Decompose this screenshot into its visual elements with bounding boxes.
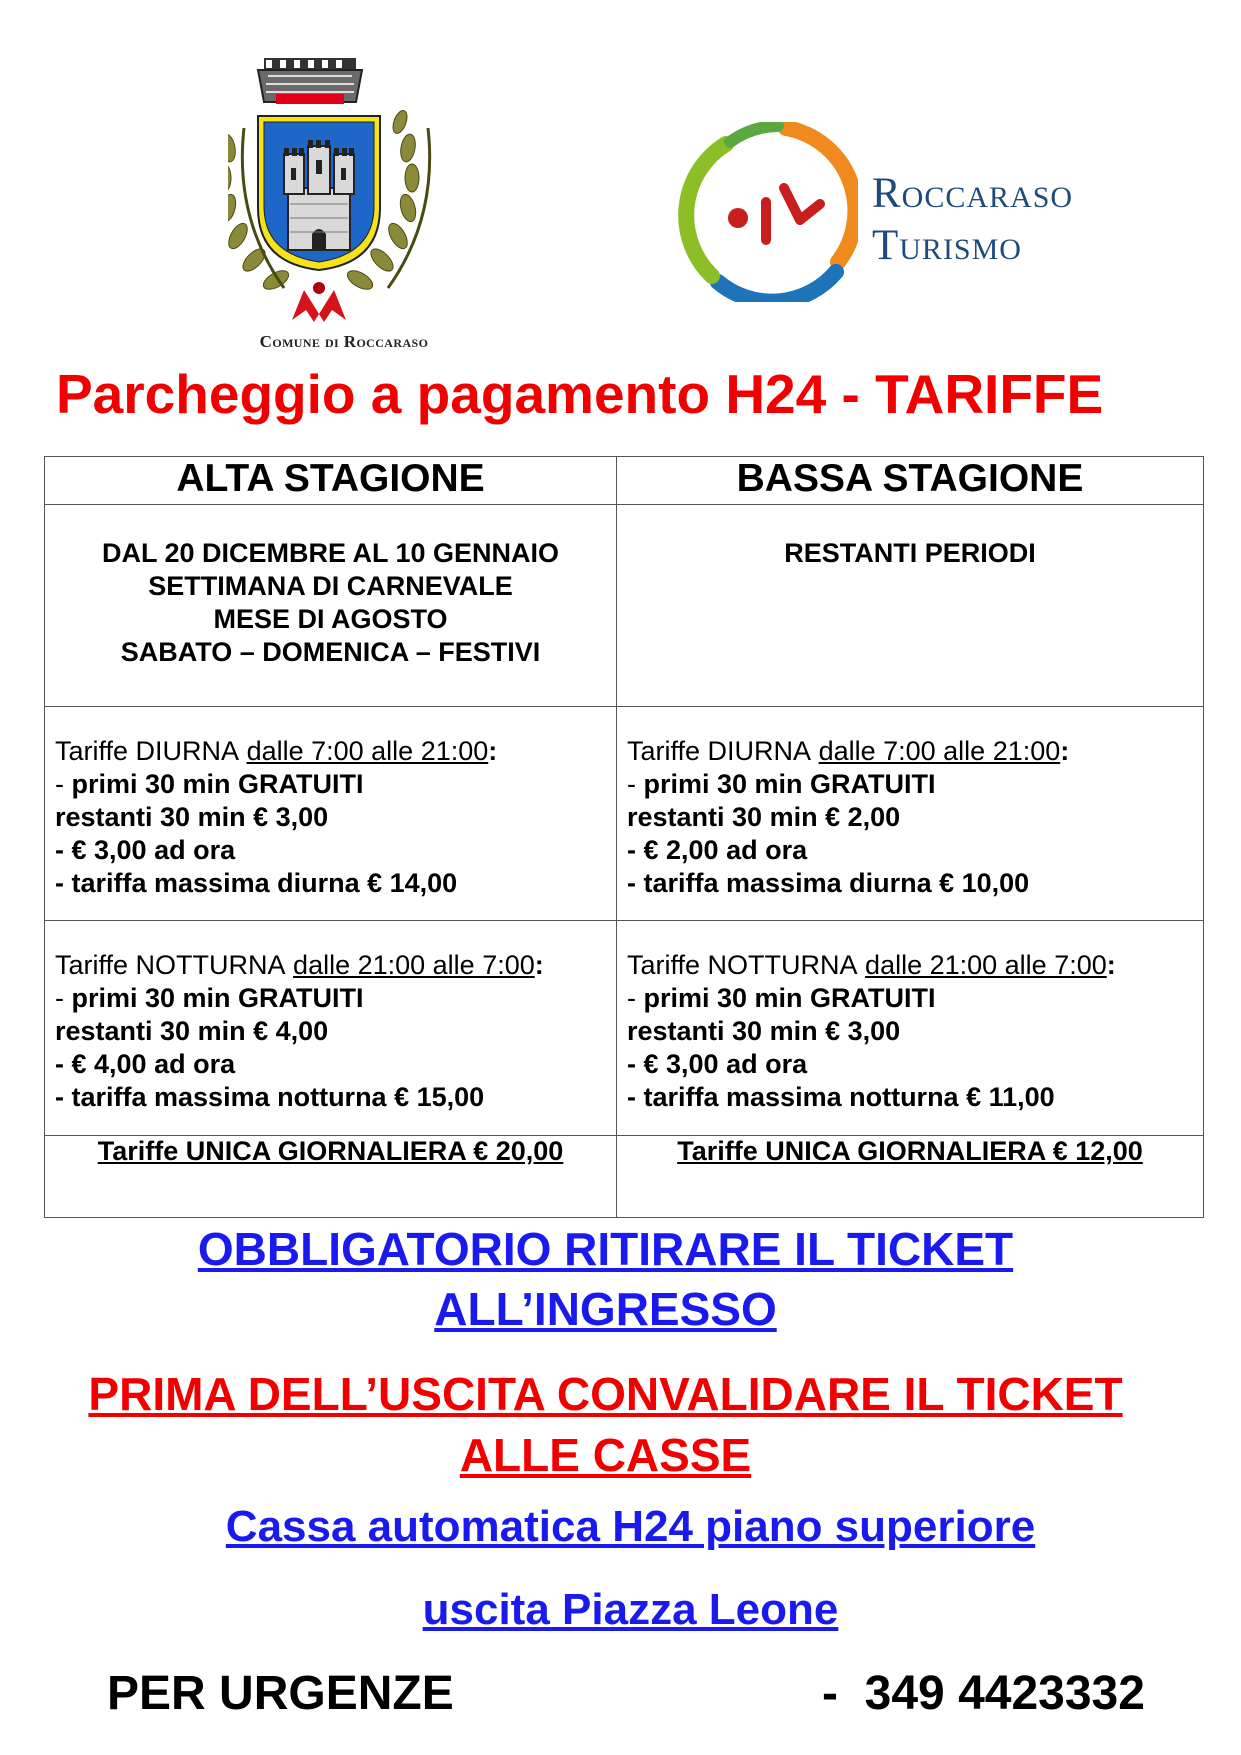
low-season-night-rates: Tariffe NOTTURNA dalle 21:00 alle 7:00: - primi 30 min GRATUITI restanti 30 min € 3,00 - € 3,00 ad ora - tariffa massima notturna € 11,00 [617,921,1204,1136]
high-season-periods [45,505,617,707]
rate-line: tariffa massima diurna € 10,00 [643,868,1030,898]
tariff-table [44,456,1204,1218]
municipality-caption: Comune di Roccaraso [259,332,429,351]
period-line: RESTANTI PERIODI [784,538,1036,568]
rate-line: restanti 30 min € 2,00 [627,802,901,832]
rate-heading: Tariffe DIURNA dalle 7:00 alle 21:00: [627,736,1070,766]
page-title: Parcheggio a pagamento H24 - TARIFFE [56,363,1104,425]
high-season-night-rates: Tariffe NOTTURNA dalle 21:00 alle 7:00: - primi 30 min GRATUITI restanti 30 min € 4,00 - € 4,00 ad ora - tariffa massima notturna € 15,00 [45,921,617,1136]
rate-label: Tariffe NOTTURNA [55,950,286,980]
emergency-phone: - 349 4423332 [822,1667,1145,1720]
period-line: DAL 20 DICEMBRE AL 10 GENNAIO [101,538,560,568]
exit-notice: uscita Piazza Leone [422,1585,839,1634]
rate-label: Tariffe DIURNA [55,736,240,766]
rate-label: Tariffe NOTTURNA [627,950,858,980]
ticket-notice-line2: ALL’INGRESSO [434,1283,777,1335]
rate-line: primi 30 min GRATUITI [71,983,364,1013]
emergency-label: PER URGENZE [107,1667,454,1720]
season-header-row [45,457,1204,505]
high-season-header: ALTA STAGIONE [45,457,617,505]
rate-hours: dalle 21:00 alle 7:00 [293,950,535,980]
low-season-periods [617,505,1204,707]
tourism-name-line2: Turismo [872,222,1022,269]
tourism-name [872,168,1073,272]
rate-line: € 3,00 ad ora [71,835,236,865]
low-season-day-rates: Tariffe DIURNA dalle 7:00 alle 21:00: - primi 30 min GRATUITI restanti 30 min € 2,00 - € 2,00 ad ora - tariffa massima diurna € 10,00 [617,707,1204,921]
roccaraso-turismo-mark-icon [678,122,858,302]
high-season-daily-rate: Tariffe UNICA GIORNALIERA € 20,00 [45,1136,617,1218]
rate-line: restanti 30 min € 3,00 [627,1016,901,1046]
municipal-crest-icon [228,58,460,328]
tourism-name-line1: Roccaraso [872,170,1074,217]
rate-hours: dalle 7:00 alle 21:00 [246,736,489,766]
high-season-day-rates: Tariffe DIURNA dalle 7:00 alle 21:00: - primi 30 min GRATUITI restanti 30 min € 3,00 - € 3,00 ad ora - tariffa massima diurna € 14,00 [45,707,617,921]
rate-line: restanti 30 min € 3,00 [55,802,329,832]
rate-line: € 3,00 ad ora [643,1049,808,1079]
validate-notice-line2: ALLE CASSE [459,1429,752,1481]
period-line: SABATO – DOMENICA – FESTIVI [120,637,541,667]
rate-line: primi 30 min GRATUITI [643,983,936,1013]
rate-label: Tariffe DIURNA [627,736,812,766]
cashier-notice: Cassa automatica H24 piano superiore [225,1502,1036,1551]
rate-hours: dalle 21:00 alle 7:00 [865,950,1107,980]
rate-heading: Tariffe NOTTURNA dalle 21:00 alle 7:00: [627,950,1116,980]
rate-line: tariffa massima diurna € 14,00 [71,868,458,898]
rate-heading: Tariffe DIURNA dalle 7:00 alle 21:00: [55,736,498,766]
low-season-header: BASSA STAGIONE [617,457,1204,505]
municipal-crest [228,58,460,328]
periods-row [45,505,1204,707]
rate-line: primi 30 min GRATUITI [71,769,364,799]
night-rates-row [45,921,1204,1136]
day-rates-row [45,707,1204,921]
rate-line: € 2,00 ad ora [643,835,808,865]
rate-heading: Tariffe NOTTURNA dalle 21:00 alle 7:00: [55,950,544,980]
ticket-notice-line1: OBBLIGATORIO RITIRARE IL TICKET [197,1223,1014,1275]
tourism-logo [678,122,858,302]
ticket-notice [0,1219,1241,1339]
rate-line: primi 30 min GRATUITI [643,769,936,799]
rate-line: tariffa massima notturna € 11,00 [643,1082,1055,1112]
rate-line: € 4,00 ad ora [71,1049,236,1079]
rate-hours: dalle 7:00 alle 21:00 [818,736,1061,766]
low-season-daily-rate: Tariffe UNICA GIORNALIERA € 12,00 [617,1136,1204,1218]
daily-rate-row [45,1136,1204,1218]
period-line: MESE DI AGOSTO [213,604,448,634]
validate-notice-line1: PRIMA DELL’USCITA CONVALIDARE IL TICKET [88,1368,1123,1420]
period-line: SETTIMANA DI CARNEVALE [148,571,513,601]
validate-notice [0,1364,1241,1486]
rate-line: tariffa massima notturna € 15,00 [71,1082,485,1112]
rate-line: restanti 30 min € 4,00 [55,1016,329,1046]
